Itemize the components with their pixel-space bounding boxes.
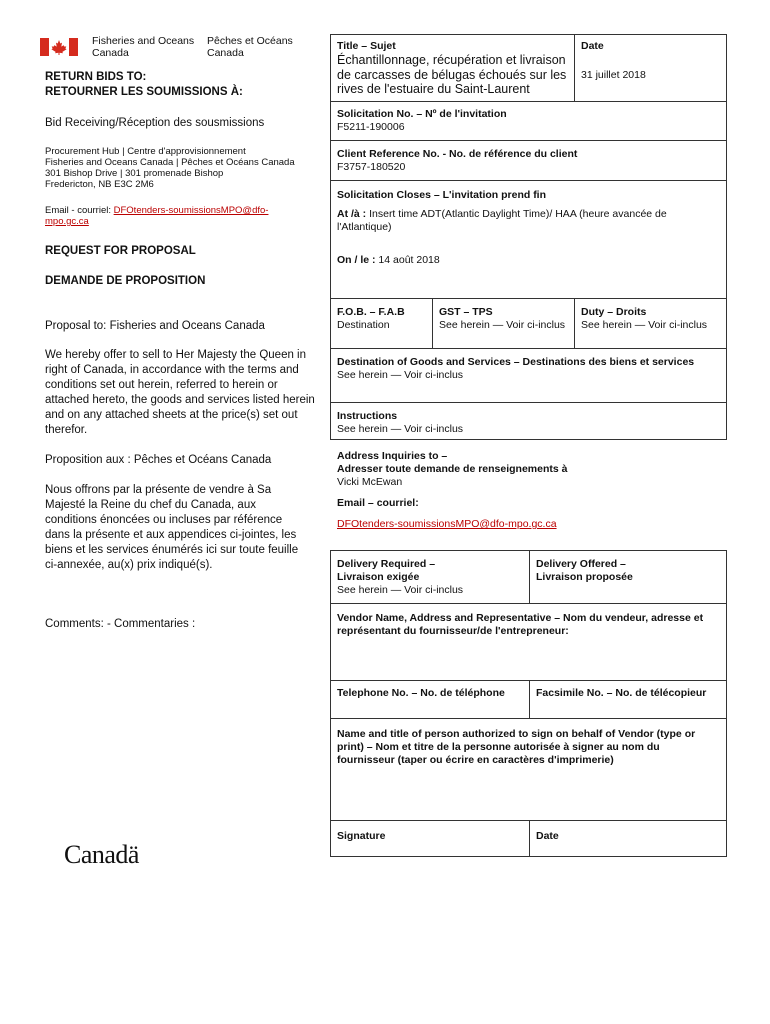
gst-cell: GST – TPS See herein — Voir ci-inclus <box>439 306 566 331</box>
contact-name: Vicki McEwan <box>337 476 403 488</box>
bid-receiving: Bid Receiving/Réception des sousmissions <box>45 117 265 129</box>
date-value: 31 juillet 2018 <box>581 69 646 81</box>
address-inquiries: Address Inquiries to – Adresser toute demande de renseignements à Vicki McEwan Email – courriel: DFOtenders-soumissionsMPO@dfo-mpo.gc.ca <box>331 446 726 535</box>
offer-text-fr: Nous offrons par la présente de vendre à Sa Majesté la Reine du chef du Canada, aux conditions énoncées ou incluses par référence dans la présente et aux appendices ci-jointes, les biens et les services énumérés ici sur toute feuille ci-annexée, au(x) prix indiqué(s). <box>45 484 299 571</box>
bid-email: Email - courriel: DFOtenders-soumissionsMPO@dfo- mpo.gc.ca <box>45 205 323 227</box>
authorized-person-field[interactable]: Name and title of person authorized to sign on behalf of Vendor (type or print) – Nom et titre de la personne autorisée à signer au nom du fournisseur (taper ou écrire en caractères d'imprimerie) <box>337 728 696 766</box>
delivery-required-cell: Delivery Required – Livraison exigée See herein — Voir ci-inclus <box>337 558 464 596</box>
inquiries-email-link[interactable]: DFOtenders-soumissionsMPO@dfo-mpo.gc.ca <box>337 518 557 530</box>
return-bids-heading: RETURN BIDS TO: RETOURNER LES SOUMISSIONS À: <box>45 71 243 98</box>
offer-text-en: We hereby offer to sell to Her Majesty the Queen in right of Canada, in accordance with the terms and conditions set out herein, referred to herein or attached hereto, the goods and services listed herein and on any attached sheets at the price(s) set out therefor. <box>45 349 315 436</box>
rfp-heading-en: REQUEST FOR PROPOSAL <box>45 245 196 257</box>
department-name-en: Fisheries and Oceans Canada <box>92 35 195 59</box>
mailing-address: Procurement Hub | Centre d'approvisionnement Fisheries and Oceans Canada | Pêches et Océans Canada 301 Bishop Drive | 301 promenade Bishop Fredericton, NB E3C 2M6 <box>45 146 295 190</box>
client-reference-number: F3757-180520 <box>337 161 406 173</box>
bid-email-link[interactable]: DFOtenders-soumissionsMPO@dfo- <box>113 205 269 216</box>
facsimile-field[interactable]: Facsimile No. – No. de télécopieur <box>536 687 707 699</box>
department-name-fr: Pêches et Océans Canada <box>207 35 293 59</box>
proposition-aux: Proposition aux : Pêches et Océans Canada <box>45 454 272 466</box>
rfp-heading-fr: DEMANDE DE PROPOSITION <box>45 275 206 287</box>
title-cell: Title – Sujet Échantillonnage, récupération et livraison de carcasses de bélugas échoués sur les rives de l'estuaire du Saint-Laurent <box>337 40 567 96</box>
instructions-cell: Instructions See herein — Voir ci-inclus <box>337 410 464 435</box>
canada-flag-icon <box>40 38 78 56</box>
solicitation-number-cell: Solicitation No. – Nº de l'invitation F5211-190006 <box>331 104 726 138</box>
client-reference-cell: Client Reference No. - No. de référence du client F3757-180520 <box>331 144 726 178</box>
solicitation-number: F5211-190006 <box>337 121 405 133</box>
proposal-to: Proposal to: Fisheries and Oceans Canada <box>45 320 265 332</box>
comments-label: Comments: - Commentaries : <box>45 618 196 630</box>
title-value: Échantillonnage, récupération et livraison de carcasses de bélugas échoués sur les rives de l'estuaire du Saint-Laurent <box>337 53 567 96</box>
canada-wordmark-logo: Canadä <box>64 840 139 869</box>
vendor-name-address-field[interactable]: Vendor Name, Address and Representative – Nom du vendeur, adresse et représentant du fournisseur/de l'entrepreneur: <box>337 612 704 637</box>
bid-email-link-cont[interactable]: mpo.gc.ca <box>45 216 89 227</box>
closing-time: At /à : Insert time ADT(Atlantic Daylight Time)/ HAA (heure avancée de l'Atlantique) <box>337 208 667 233</box>
fob-cell: F.O.B. – F.A.B Destination <box>337 306 405 331</box>
signature-field[interactable]: Signature <box>337 830 386 842</box>
solicitation-closes-cell: Solicitation Closes – L'invitation prend fin At /à : Insert time ADT(Atlantic Daylight Time)/ HAA (heure avancée de l'Atlantique) On / le : 14 août 2018 <box>331 185 726 271</box>
date-cell: Date 31 juillet 2018 <box>575 36 725 86</box>
destination-cell: Destination of Goods and Services – Destinations des biens et services See herein — Voir ci-inclus <box>337 356 695 381</box>
telephone-field[interactable]: Telephone No. – No. de téléphone <box>337 687 505 699</box>
delivery-offered-cell[interactable]: Delivery Offered – Livraison proposée <box>536 558 633 583</box>
duty-cell: Duty – Droits See herein — Voir ci-inclus <box>581 306 708 331</box>
signature-date-field[interactable]: Date <box>536 830 559 842</box>
closing-date: On / le : 14 août 2018 <box>337 254 440 266</box>
